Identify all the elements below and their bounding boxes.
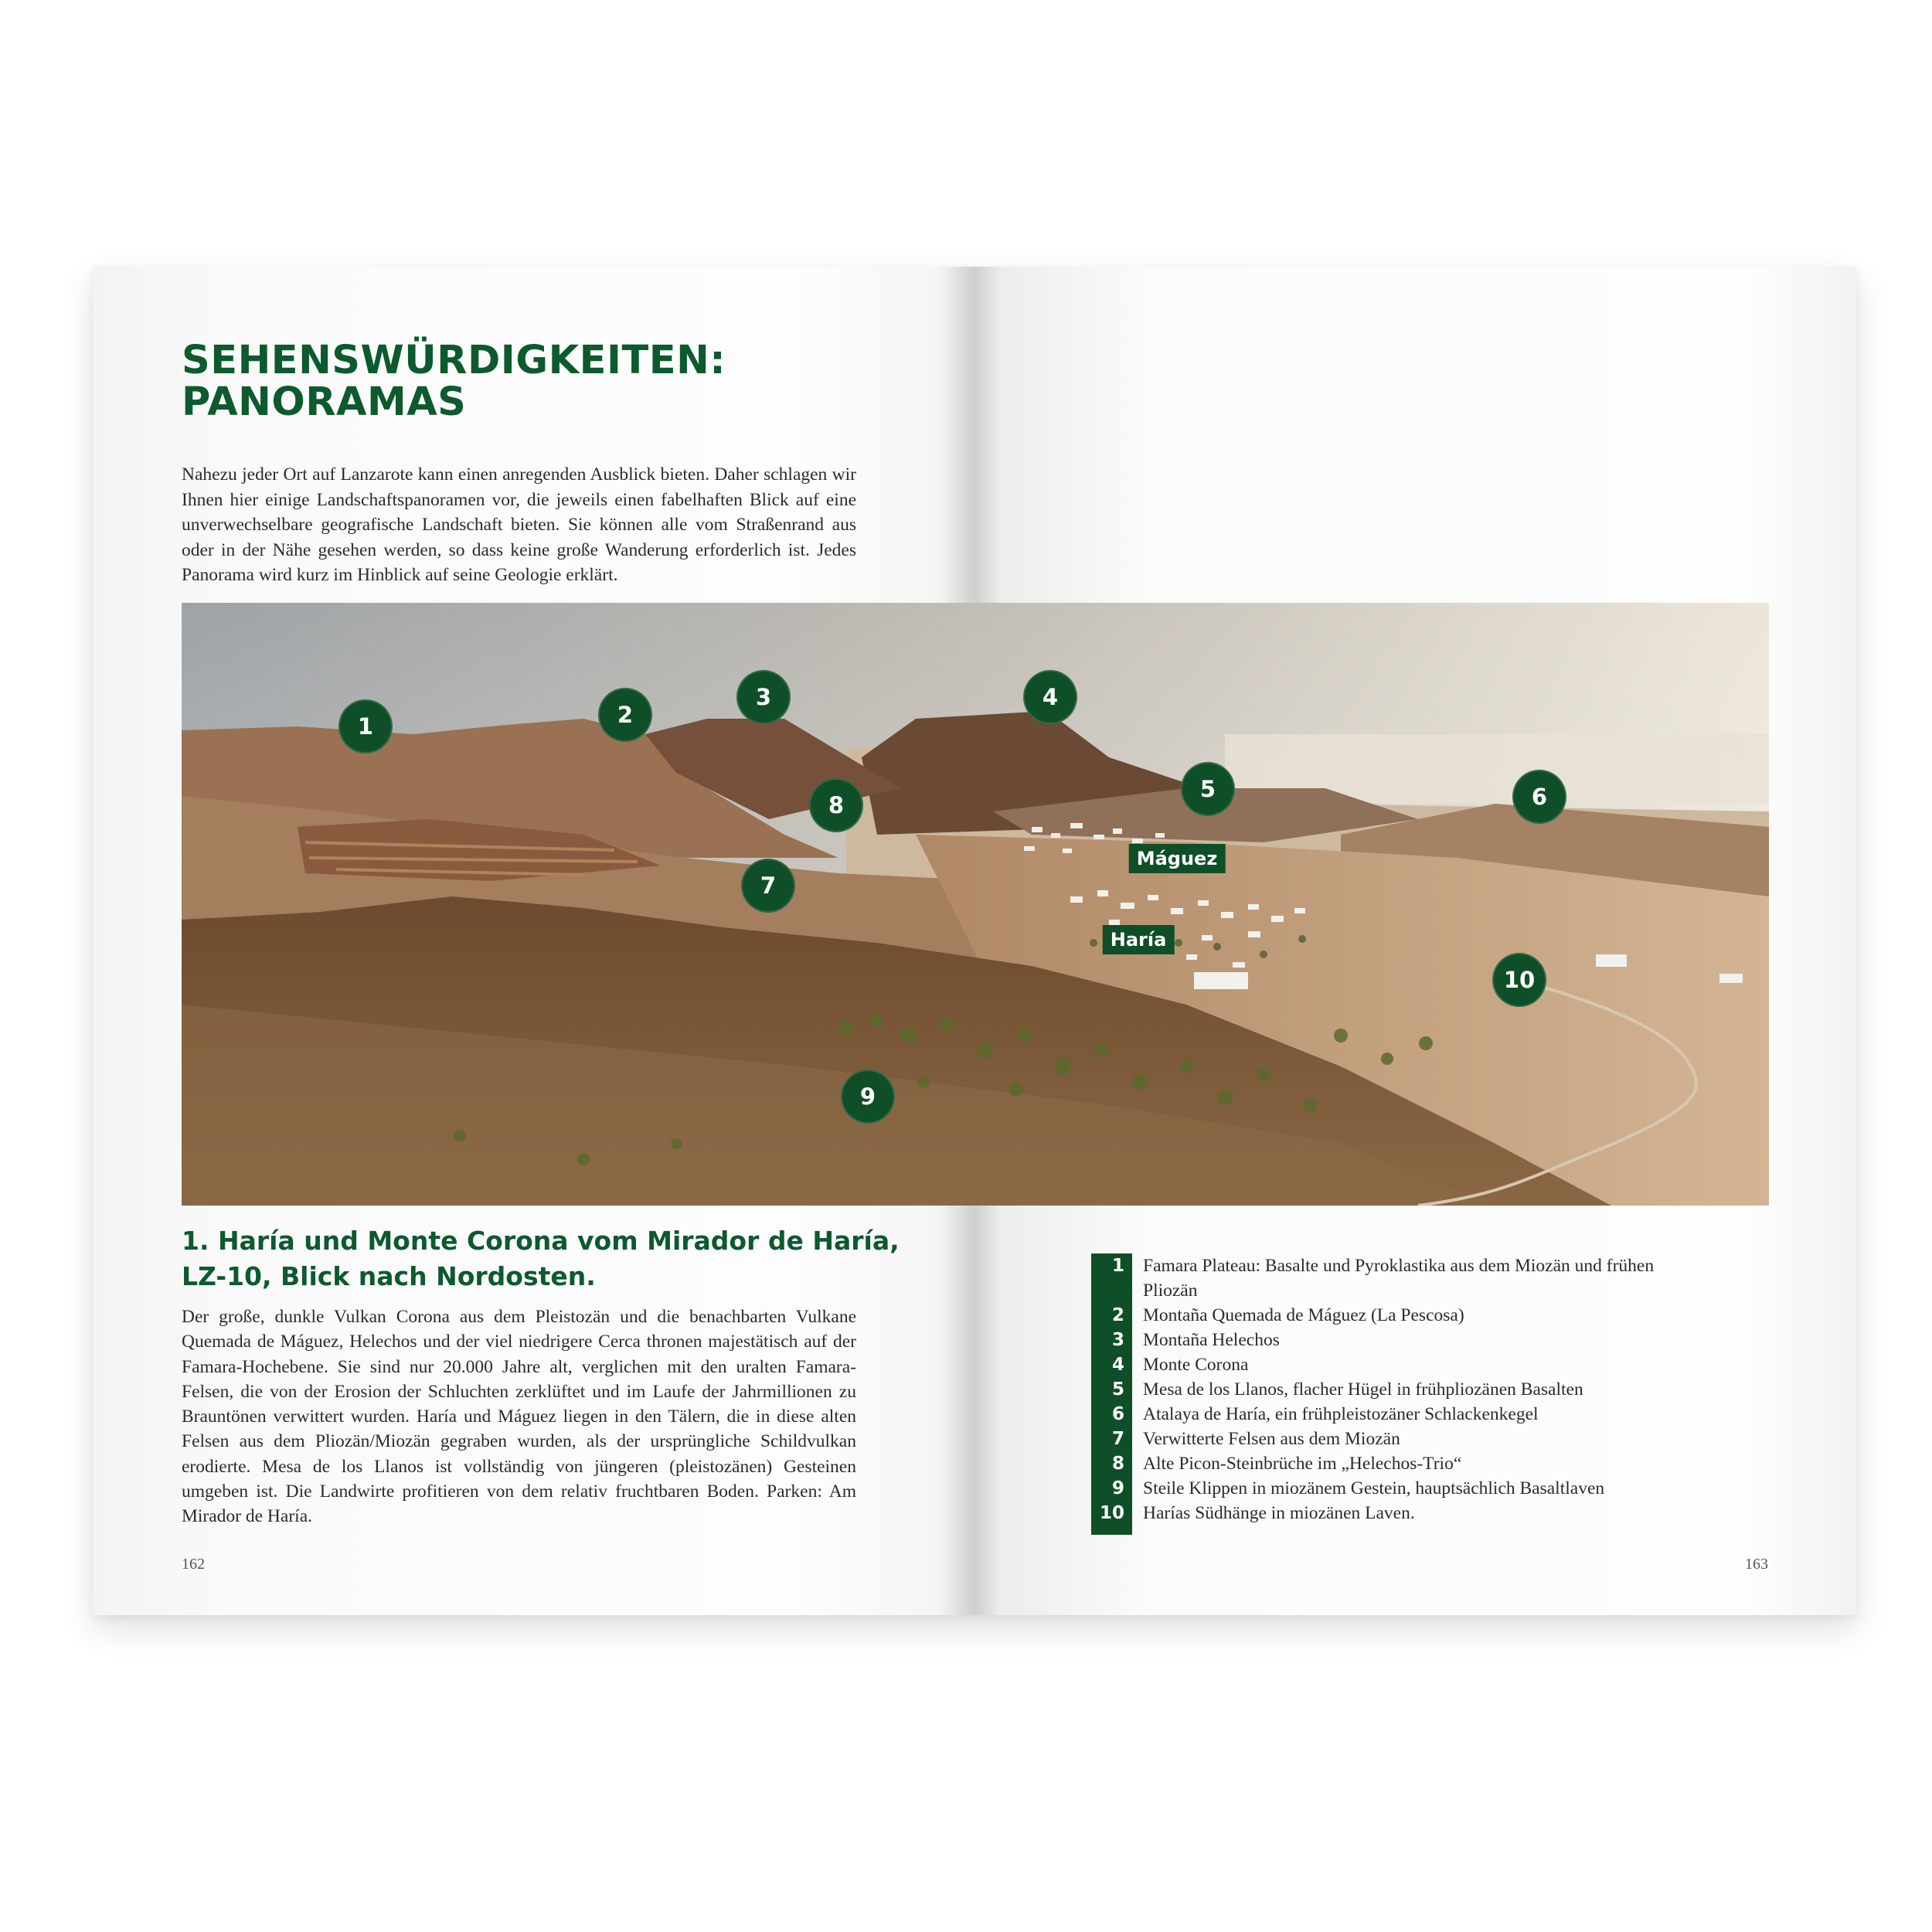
page-number-left: 162 [182,1556,205,1573]
legend-item [1091,1253,1679,1303]
legend-number: 7 [1111,1429,1124,1449]
legend-number: 8 [1111,1454,1124,1474]
legend-number: 4 [1111,1355,1124,1375]
page-title-line-2: PANORAMAS [182,379,467,425]
body-paragraph: Der große, dunkle Vulkan Corona aus dem Pleistozän und die benachbarten Vulkane Quemada de Máguez, Helechos und der viel niedrigere Cerca thronen majestätisch auf der Famara-Hochebene. Sie sind nur 20.000 Jahre alt, verglichen mit den uralten Famara-Felsen, die von der Erosion der Schluchten zerklüftet und im Laufe der Jahrmillionen zu Brauntönen verwittert wurden. Haría und Máguez liegen in den Tälern, die in diese alten Felsen aus dem Pliozän/Miozän gegraben wurden, als der ursprüngliche Schildvulkan erodierte. Mesa de los Llanos ist vollständig von jüngeren (pleistozänen) Gesteinen umgeben ist. Die Landwirte profitieren von dem relativ fruchtbaren Boden. Parken: Am Mirador de Haría. [182,1307,856,1527]
section-heading-line-1: 1. Haría und Monte Corona vom Mirador de Haría, [182,1226,900,1256]
legend-number: 10 [1099,1503,1124,1523]
legend-number: 9 [1111,1478,1124,1498]
legend-number: 1 [1111,1256,1124,1276]
legend-item [1091,1476,1679,1501]
legend-text: Alte Picon-Steinbrüche im „Helechos-Trio“ [1143,1454,1462,1474]
place-label-maguez: Máguez [1129,844,1226,873]
intro-paragraph: Nahezu jeder Ort auf Lanzarote kann einen anregenden Ausblick bieten. Daher schlagen wir Ihnen hier einige Landschaftspanoramen vor, die jeweils einen fabelhaften Blick auf eine unverwechselbare geografische Landschaft bieten. Sie können alle vom Straßenrand aus oder in der Nähe gesehen werden, so dass keine große Wanderung erforderlich ist. Jedes Panorama wird kurz im Hinblick auf seine Geologie erklärt. [182,464,856,585]
panorama-marker-9: 9 [841,1070,895,1124]
panorama-marker-7: 7 [741,859,795,913]
panorama-marker-3: 3 [736,670,791,724]
legend-text: Mesa de los Llanos, flacher Hügel in frühpliozänen Basalten [1143,1379,1583,1400]
landscape-image [182,603,1769,1206]
legend-number: 6 [1111,1404,1124,1424]
legend-item [1091,1377,1679,1402]
panorama-marker-6: 6 [1512,770,1566,824]
legend-text: Famara Plateau: Basalte und Pyroklastika aus dem Miozän und frühen Pliozän [1143,1256,1655,1301]
legend-text: Verwitterte Felsen aus dem Miozän [1143,1429,1400,1449]
legend-number: 2 [1111,1305,1124,1325]
legend-text: Montaña Helechos [1143,1330,1280,1350]
legend-text: Harías Südhänge in miozänen Laven. [1143,1503,1415,1523]
legend-item [1091,1451,1679,1476]
panorama-marker-5: 5 [1181,762,1235,816]
legend-text: Monte Corona [1143,1355,1249,1375]
section-heading [182,1223,900,1294]
legend-text: Steile Klippen in miozänem Gestein, hauptsächlich Basaltlaven [1143,1478,1605,1498]
panorama-marker-4: 4 [1023,670,1077,724]
section-heading-line-2: LZ-10, Blick nach Nordosten. [182,1261,596,1291]
page-title-line-1: SEHENSWÜRDIGKEITEN: [182,338,726,383]
legend-text: Montaña Quemada de Máguez (La Pescosa) [1143,1305,1464,1325]
book-spread [93,267,1856,1615]
legend-item [1091,1352,1679,1377]
panorama-marker-10: 10 [1492,953,1546,1007]
legend-item [1091,1427,1679,1451]
place-label-haria: Haría [1103,925,1175,954]
panorama-marker-8: 8 [809,778,863,832]
legend-item [1091,1328,1679,1352]
legend-item [1091,1501,1679,1526]
panorama-marker-2: 2 [598,688,652,742]
legend-list [1091,1253,1679,1526]
legend-text: Atalaya de Haría, ein frühpleistozäner Schlackenkegel [1143,1404,1539,1424]
panorama-marker-1: 1 [338,699,393,753]
legend-number: 5 [1111,1379,1124,1400]
legend-item [1091,1402,1679,1427]
legend-item [1091,1303,1679,1328]
panorama-photo [182,603,1769,1206]
legend-number: 3 [1111,1330,1124,1350]
page-number-right: 163 [1745,1556,1768,1573]
page-title [182,340,726,423]
